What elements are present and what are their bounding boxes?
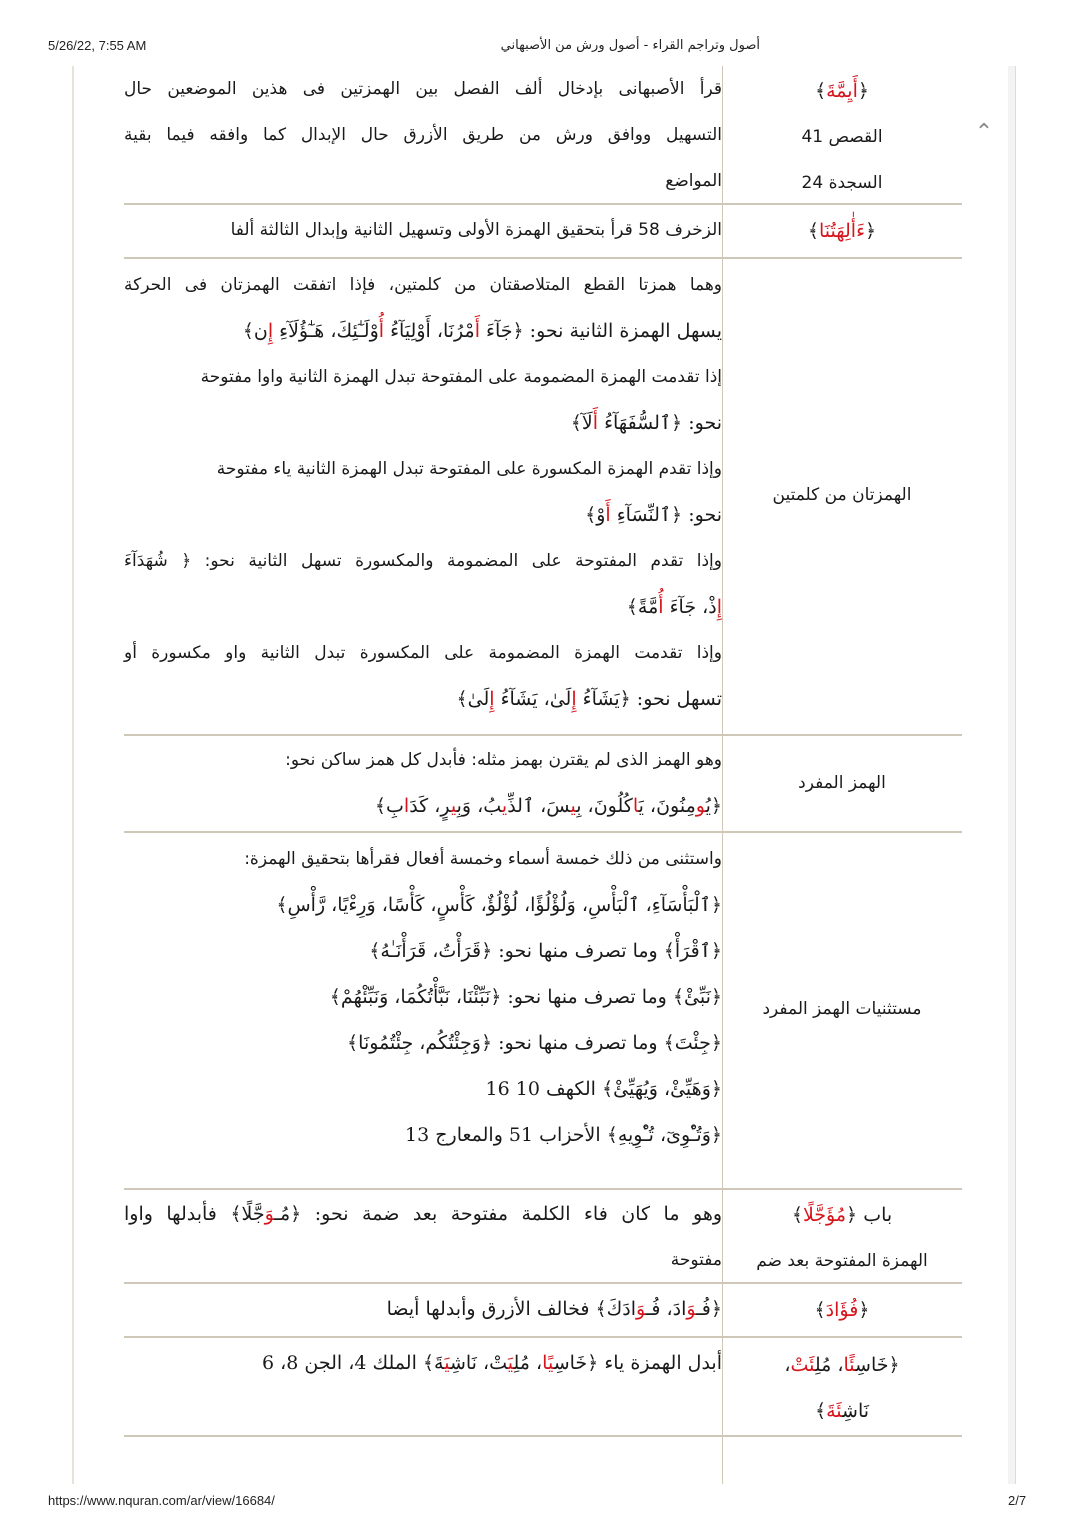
row-separator bbox=[124, 1435, 962, 1437]
row-separator bbox=[124, 1188, 962, 1190]
content-left-border bbox=[72, 66, 74, 1484]
row-text-two-hamzas: وهما همزتا القطع المتلاصقتان من كلمتين، فإذا اتفقت الهمزتان فى الحركة يسهل الهمزة الثانية نحو: ﴿جَآءَ أَمْرُنَا، أَوْلِيَآءُ أُوْلَـٰٓئِكَ، هَـٰٓؤُلَآءِ إِن﴾ إذا تقدمت الهمزة المضمومة على المفتوحة تبدل الهمزة الثانية واوا مفتوحة نحو: ﴿ٱلسُّفَهَآءُ أَلَآ﴾ وإذا تقدم الهمزة المكسورة على المفتوحة تبدل الهمزة الثانية ياء مفتوحة نحو: ﴿ٱلنِّسَآءِ أَوْ﴾ وإذا تقدم المفتوحة على المضمومة والمكسورة تسهل الثانية نحو: ﴿ شُهَدَآءَ إِذْ، جَآءَ أُمَّةً﴾ وإذا تقدمت الهمزة المضمومة على المكسورة تبدل الثانية واو مكسورة أو تسهل نحو: ﴿يَشَآءُ إِلَىٰ، يَشَآءُ إِلَىٰ﴾ bbox=[124, 275, 722, 710]
row-label-aalihatuna: ﴿ءَأٰلِهَتُنَا﴾ bbox=[807, 220, 877, 242]
print-url: https://www.nquran.com/ar/view/16684/ bbox=[48, 1493, 275, 1508]
row-separator bbox=[124, 831, 962, 833]
row-text-exceptions: واستثنى من ذلك خمسة أسماء وخمسة أفعال فقرأها بتحقيق الهمزة: ﴿ٱلْبَأْسَآءِ، ٱلْبَأْسِ، وَلُؤْلُؤًا، لُؤْلُؤٌ، كَأْسٍ، كَأْسًا، وَرِءْيًا، رَّأْسِ﴾ ﴿ٱقْرَأْ﴾ وما تصرف منها نحو: ﴿قَرَأْتُ، قَرَأْنَـٰهُ﴾ ﴿نَبِّئْ﴾ وما تصرف منها نحو: ﴿نَبِّئْنَا، نَبَّأْتُكُمَا، وَنَبِّئْهُمْ﴾ ﴿جِئْتَ﴾ وما تصرف منها نحو: ﴿وَجِئْتُكُم، جِئْتُمُونَا﴾ ﴿وَهَيِّئْ، وَيُهَيِّئْ﴾ الكهف 10 16 ﴿وَتُـْٔوِىٓ، تُـْٔوِيهِ﴾ الأحزاب 51 والمعارج 13 bbox=[244, 849, 722, 1146]
row-text-fuad: ﴿فُـوَادَ، فُـوَادَكَ﴾ فخالف الأزرق وأبدلها أيضا bbox=[386, 1298, 722, 1320]
row-label-aimma: ﴿أَيِمَّةَ﴾ القصص 41 السجدة 24 bbox=[801, 80, 883, 193]
print-date: 5/26/22, 7:55 AM bbox=[48, 38, 147, 53]
table-column-divider bbox=[722, 66, 723, 1484]
scrollbar-edge bbox=[1015, 66, 1016, 1484]
row-separator bbox=[124, 734, 962, 736]
row-separator bbox=[124, 257, 962, 259]
row-label-fuad: ﴿فُؤَادَ﴾ bbox=[814, 1299, 870, 1321]
row-text-aalihatuna: الزخرف 58 قرأ بتحقيق الهمزة الأولى وتسهيل الثانية وإبدال الثالثة ألفا bbox=[230, 220, 722, 240]
page-number: 2/7 bbox=[1008, 1493, 1027, 1508]
print-title: أصول وتراجم القراء - أصول ورش من الأصبهاني bbox=[500, 38, 760, 53]
row-label-khasian: ﴿خَاسِئًا، مُلِئَتْ، نَاشِئَةَ﴾ bbox=[784, 1354, 900, 1422]
row-text-muajjalan: وهو ما كان فاء الكلمة مفتوحة بعد ضمة نحو: ﴿مُـوَجَّلًا﴾ فأبدلها واوا مفتوحة bbox=[124, 1203, 723, 1270]
scroll-up-chevron-icon[interactable]: ⌃ bbox=[974, 120, 994, 145]
row-label-single-hamza: الهمز المفرد bbox=[798, 773, 886, 793]
row-text-single-hamza: وهو الهمز الذى لم يقترن بهمز مثله: فأبدل كل همز ساكن نحو: ﴿يُومِنُونَ، يَاكُلُونَ، بِيسَ، ٱلذِّيبُ، وَبِيرٍ، كَدَابِ﴾ bbox=[285, 750, 722, 817]
row-label-two-hamzas: الهمزتان من كلمتين bbox=[772, 485, 912, 505]
row-text-aimma: قرأ الأصبهانى بإدخال ألف الفصل بين الهمزتين فى هذين الموضعين حال التسهيل ووافق ورش من طريق الأزرق حال الإبدال كما وافقه فيما بقية المواضع bbox=[124, 79, 722, 191]
row-separator bbox=[124, 1336, 962, 1338]
row-text-khasian: أبدل الهمزة ياء ﴿خَاسِيًا، مُلِيَتْ، نَاشِيَةَ﴾ الملك 4، الجن 8، 6 bbox=[261, 1352, 722, 1374]
row-label-muajjalan: باب ﴿مُؤَجَّلًا﴾ الهمزة المفتوحة بعد ضم bbox=[756, 1204, 928, 1271]
row-label-exceptions: مستثنيات الهمز المفرد bbox=[762, 999, 922, 1019]
